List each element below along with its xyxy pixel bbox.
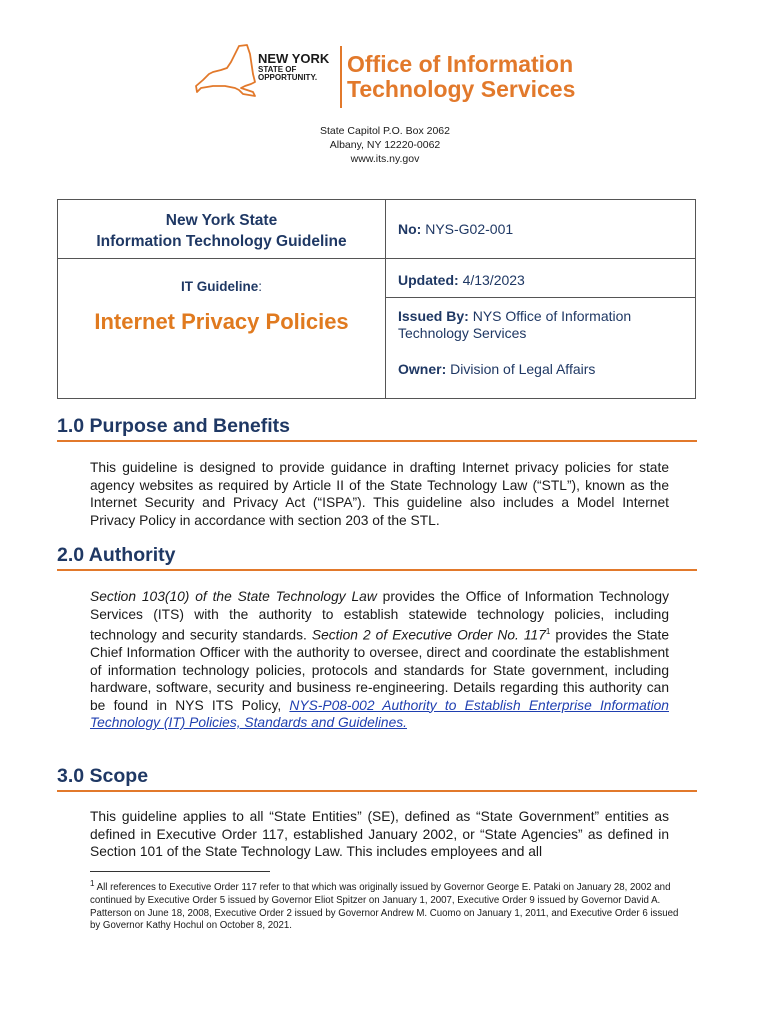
wordmark-line1: NEW YORK: [258, 51, 330, 66]
section-heading-purpose: 1.0 Purpose and Benefits: [57, 415, 290, 437]
authority-text-2: provides the State Chief Information Officer with the authority to oversee, direct and coordinate the establishment of information technology policies, protocols and standards for State government, including hardware, software, security and business re-engineering. Details regarding this authority can be found in NYS ITS Policy,: [90, 627, 670, 713]
issued-value: NYS Office of Information Technology Services: [398, 308, 632, 341]
table-divider-vertical: [385, 200, 386, 398]
authority-text-1: provides the Office of Information Technology Services (ITS) with the authority to establish statewide technology policies, including technology and security standards.: [90, 589, 669, 643]
guideline-label-text: IT Guideline: [180, 279, 259, 294]
owner-value: Division of Legal Affairs: [450, 361, 596, 377]
section-rule-scope: [57, 790, 697, 792]
footnote-reference[interactable]: 1: [545, 627, 551, 636]
footnote-text: All references to Executive Order 117 refer to that which was originally issued by Governor George E. Pataki on January 28, 2002 and continued by Executive Order 5 issued by Governor Eliot Spitzer on January 1, 2007, Executive Order 9 issued by Governor David A. Patterson on June 18, 2008, Executive Order 2 issued by Governor Andrew M. Cuomo on January 1, 2011, and Executive Order 6 issued by Governor Kathy Hochul on October 8, 2021.: [90, 882, 679, 932]
number-value: NYS-G02-001: [425, 221, 514, 237]
office-name-line1: Office of Information: [347, 51, 574, 77]
table-divider-row2: [385, 297, 695, 298]
wordmark-line2: STATE OF: [258, 64, 297, 74]
policy-link[interactable]: NYS-P08-002 Authority to Establish Enterprise Information Technology (IT) Policies, Standards and Guidelines.: [90, 697, 669, 731]
new-york-state-map-icon: [195, 44, 259, 100]
authority-reference-stl: Section 103(10) of the State Technology Law: [90, 589, 377, 604]
logo-divider: [340, 46, 342, 108]
table-divider-row1: [58, 258, 695, 259]
owner: [398, 361, 595, 378]
authority-paragraph: [90, 588, 669, 732]
section-rule-purpose: [57, 440, 697, 442]
authority-reference-eo: Section 2 of Executive Order No. 117: [311, 627, 546, 643]
guideline-label: IT Guideline:: [180, 279, 263, 294]
wordmark-line3: OPPORTUNITY.: [258, 73, 318, 83]
footnote: [90, 878, 680, 933]
updated-date: [398, 272, 525, 289]
standard-title-line1: New York State: [165, 212, 278, 229]
guideline-title: Internet Privacy Policies: [94, 309, 349, 334]
letterhead-logo: [195, 40, 585, 115]
ny-state-wordmark: [258, 52, 329, 82]
purpose-paragraph: This guideline is designed to provide guidance in drafting Internet privacy policies for state agency websites as required by Article II of the State Technology Law (“STL”), known as the Internet Security and Privacy Act (“ISPA”). This guideline also includes a Model Internet Privacy Policy in accordance with section 203 of the STL.: [90, 460, 669, 528]
section-heading-authority: 2.0 Authority: [57, 544, 176, 566]
issued-label: Issued By:: [398, 308, 469, 324]
office-address: [0, 124, 770, 166]
footnote-separator: [90, 871, 270, 872]
updated-label: Updated:: [398, 272, 459, 288]
office-name-line2: Technology Services: [347, 76, 576, 102]
scope-paragraph: This guideline applies to all “State Entities” (SE), defined as “State Government” entities as defined in Executive Order 117, established January 2002, or “State Agencies” as defined in Section 101 of the State Technology Law. This includes employees and all: [90, 809, 669, 859]
section-rule-authority: [57, 569, 697, 571]
website-link[interactable]: www.its.ny.gov: [350, 153, 420, 165]
address-line2: Albany, NY 12220-0062: [329, 139, 441, 151]
standard-title-line2: Information Technology Guideline: [96, 233, 347, 250]
address-line1: State Capitol P.O. Box 2062: [320, 125, 450, 137]
number-label: No:: [398, 221, 422, 237]
standard-title: [58, 210, 385, 252]
guideline-info-table: [57, 199, 696, 399]
issued-by: [398, 308, 678, 342]
footnote-mark: 1: [90, 879, 95, 888]
section-heading-scope: 3.0 Scope: [57, 765, 149, 787]
owner-label: Owner:: [398, 361, 447, 377]
updated-value: 4/13/2023: [462, 272, 525, 288]
guideline-number: [398, 221, 513, 238]
office-name: [347, 52, 575, 102]
